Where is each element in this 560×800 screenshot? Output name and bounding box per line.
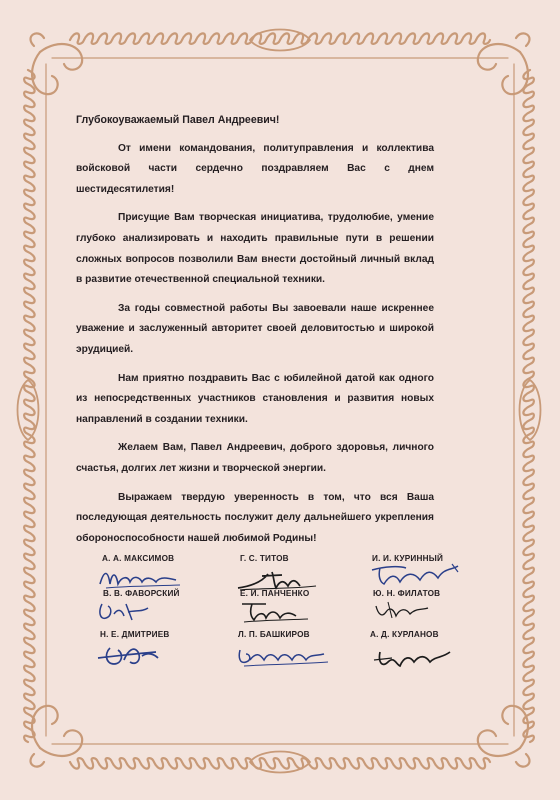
greeting: Глубокоуважаемый Павел Андреевич!: [76, 114, 280, 126]
signatory-name: А. Д. КУРЛАНОВ: [370, 630, 439, 639]
signatory-name: И. И. КУРИННЫЙ: [372, 554, 444, 563]
signature: [234, 642, 334, 670]
signature: [232, 566, 322, 592]
signature: [94, 638, 174, 670]
paragraph: Желаем Вам, Павел Андреевич, доброго здоровья, личного счастья, долгих лет жизни и творческой энергии.: [76, 442, 434, 474]
signatory-name: А. А. МАКСИМОВ: [102, 554, 175, 563]
paragraph: Нам приятно поздравить Вас с юбилейной датой как одного из непосредственных участников становления и развития новых направлений в создании техники.: [76, 372, 434, 425]
signatory-name: В. В. ФАВОРСКИЙ: [103, 589, 180, 598]
signatory-name: Е. И. ПАНЧЕНКО: [240, 589, 310, 598]
signature: [236, 598, 316, 624]
paragraph: Присущие Вам творческая инициатива, трудолюбие, умение глубоко анализировать и находить правильные пути в решении сложных вопросов позволили Вам внести достойный личный вклад в развитие отечественной специальной техники.: [76, 212, 434, 286]
signature: [96, 566, 186, 592]
paragraph: За годы совместной работы Вы завоевали наше искреннее уважение и заслуженный авторитет своей деловитостью и широкой эрудицией.: [76, 302, 434, 355]
signatory-name: Л. П. БАШКИРОВ: [238, 630, 310, 639]
paragraph: От имени командования, политуправления и коллектива войсковой части сердечно поздравляем Вас с днем шестидесятилетия!: [76, 142, 434, 195]
signatory-name: Г. С. ТИТОВ: [240, 554, 289, 563]
signatory-name: Ю. Н. ФИЛАТОВ: [373, 589, 441, 598]
letter-body: [76, 110, 434, 557]
paragraph: Выражаем твердую уверенность в том, что вся Ваша последующая деятельность послужит делу дальнейшего укрепления обороноспособности нашей любимой Родины!: [76, 491, 434, 544]
signature: [368, 598, 448, 624]
signature: [366, 560, 466, 590]
signatory-name: Н. Е. ДМИТРИЕВ: [100, 630, 170, 639]
signature: [370, 644, 460, 672]
signature: [96, 598, 166, 624]
